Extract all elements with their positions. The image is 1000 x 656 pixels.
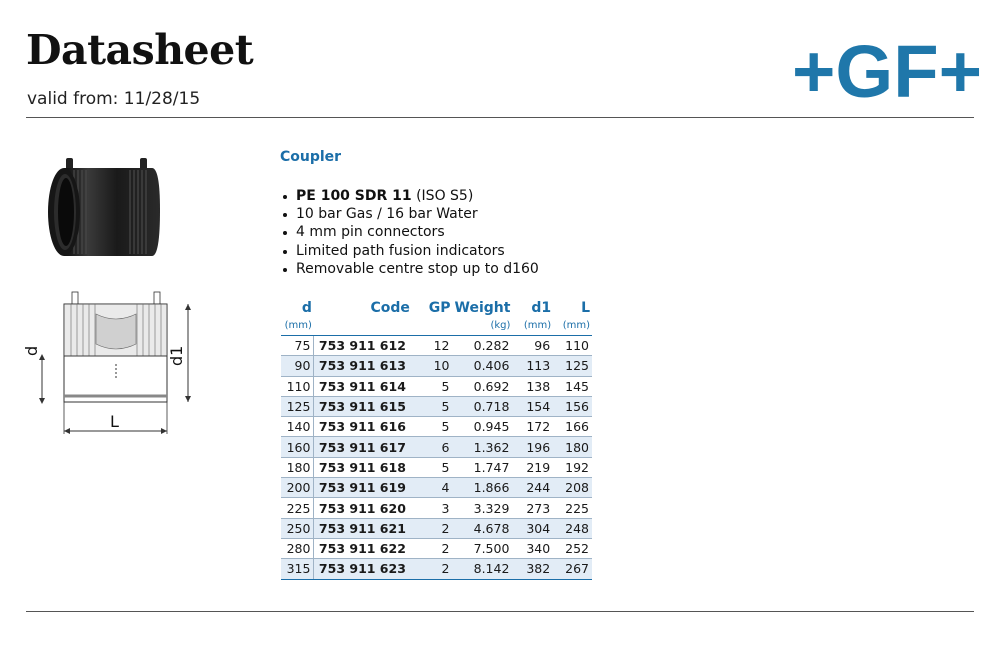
cell-weight: 1.747 [453,457,513,477]
cell-weight: 0.406 [453,356,513,376]
cell-d: 160 [281,437,314,457]
cell-d: 110 [281,376,314,396]
cell-gp: 10 [412,356,453,376]
dimensions-table [281,298,592,580]
table-unit-row [281,318,592,336]
gf-logo [792,30,982,113]
cell-l: 252 [553,538,592,558]
column-header-l: L [581,300,590,316]
cell-gp: 3 [412,498,453,518]
unit-d1: (mm) [512,318,553,336]
table-row [281,538,592,558]
table-row [281,396,592,416]
table-row [281,336,592,356]
cell-d1: 154 [512,396,553,416]
cell-d: 180 [281,457,314,477]
table-row [281,356,592,376]
cell-gp: 2 [412,518,453,538]
table-row [281,417,592,437]
cell-weight: 0.718 [453,396,513,416]
cell-weight: 0.945 [453,417,513,437]
column-header-d: d [301,300,312,316]
cell-l: 166 [553,417,592,437]
cell-d: 280 [281,538,314,558]
cell-d1: 219 [512,457,553,477]
cell-d: 200 [281,478,314,498]
cell-code: 753 911 614 [314,376,412,396]
cell-weight: 4.678 [453,518,513,538]
table-header-row [281,298,592,318]
cell-l: 156 [553,396,592,416]
cell-l: 267 [553,559,592,579]
cell-d1: 340 [512,538,553,558]
cell-d: 250 [281,518,314,538]
cell-gp: 6 [412,437,453,457]
cell-weight: 3.329 [453,498,513,518]
cell-d: 140 [281,417,314,437]
unit-gp [412,318,453,336]
cell-d1: 304 [512,518,553,538]
cell-l: 248 [553,518,592,538]
cell-l: 125 [553,356,592,376]
cell-gp: 12 [412,336,453,356]
cell-code: 753 911 621 [314,518,412,538]
cell-code: 753 911 623 [314,559,412,579]
table-row [281,518,592,538]
cell-l: 110 [553,336,592,356]
cell-d: 90 [281,356,314,376]
table-row [281,376,592,396]
coupler-technical-drawing [24,284,199,444]
cell-d1: 196 [512,437,553,457]
feature-list [280,187,539,278]
cell-gp: 4 [412,478,453,498]
cell-d1: 382 [512,559,553,579]
cell-l: 225 [553,498,592,518]
cell-code: 753 911 622 [314,538,412,558]
cell-d: 75 [281,336,314,356]
cell-l: 180 [553,437,592,457]
cell-code: 753 911 619 [314,478,412,498]
product-name: Coupler [280,149,342,165]
cell-d: 225 [281,498,314,518]
cell-d: 125 [281,396,314,416]
unit-d: (mm) [281,318,314,336]
cell-weight: 0.282 [453,336,513,356]
footer-divider [26,611,974,612]
column-header-code: Code [370,300,410,316]
dimension-label-d1: d1 [167,345,186,366]
cell-l: 208 [553,478,592,498]
table-row [281,437,592,457]
table-row [281,498,592,518]
column-header-weight: Weight [454,300,511,316]
cell-code: 753 911 615 [314,396,412,416]
cell-code: 753 911 618 [314,457,412,477]
cell-gp: 5 [412,396,453,416]
cell-gp: 5 [412,457,453,477]
gf-logo-text: +GF+ [792,30,982,113]
column-header-d1: d1 [531,300,552,316]
column-header-gp: GP [428,300,451,316]
valid-from-date: valid from: 11/28/15 [27,89,201,109]
coupler-photo [44,156,174,264]
cell-code: 753 911 612 [314,336,412,356]
feature-item: Removable centre stop up to d160 [280,260,539,278]
cell-weight: 1.866 [453,478,513,498]
cell-code: 753 911 613 [314,356,412,376]
feature-item: 10 bar Gas / 16 bar Water [280,205,539,223]
cell-weight: 0.692 [453,376,513,396]
feature-item: PE 100 SDR 11 (ISO S5) [280,187,539,205]
unit-weight: (kg) [453,318,513,336]
feature-item: Limited path fusion indicators [280,242,539,260]
dimension-label-d: d [22,345,41,356]
unit-l: (mm) [553,318,592,336]
cell-d1: 273 [512,498,553,518]
cell-gp: 5 [412,376,453,396]
cell-l: 145 [553,376,592,396]
cell-weight: 1.362 [453,437,513,457]
cell-d1: 244 [512,478,553,498]
cell-code: 753 911 616 [314,417,412,437]
header-divider [26,117,974,118]
cell-code: 753 911 617 [314,437,412,457]
feature-item: 4 mm pin connectors [280,223,539,241]
cell-weight: 7.500 [453,538,513,558]
cell-l: 192 [553,457,592,477]
cell-d: 315 [281,559,314,579]
page-title: Datasheet [26,26,254,74]
cell-code: 753 911 620 [314,498,412,518]
unit-code [314,318,412,336]
cell-gp: 2 [412,559,453,579]
cell-d1: 113 [512,356,553,376]
cell-d1: 138 [512,376,553,396]
table-row [281,559,592,579]
cell-gp: 5 [412,417,453,437]
cell-d1: 172 [512,417,553,437]
dimension-label-l: L [110,412,119,431]
table-row [281,478,592,498]
table-row [281,457,592,477]
cell-gp: 2 [412,538,453,558]
cell-d1: 96 [512,336,553,356]
cell-weight: 8.142 [453,559,513,579]
